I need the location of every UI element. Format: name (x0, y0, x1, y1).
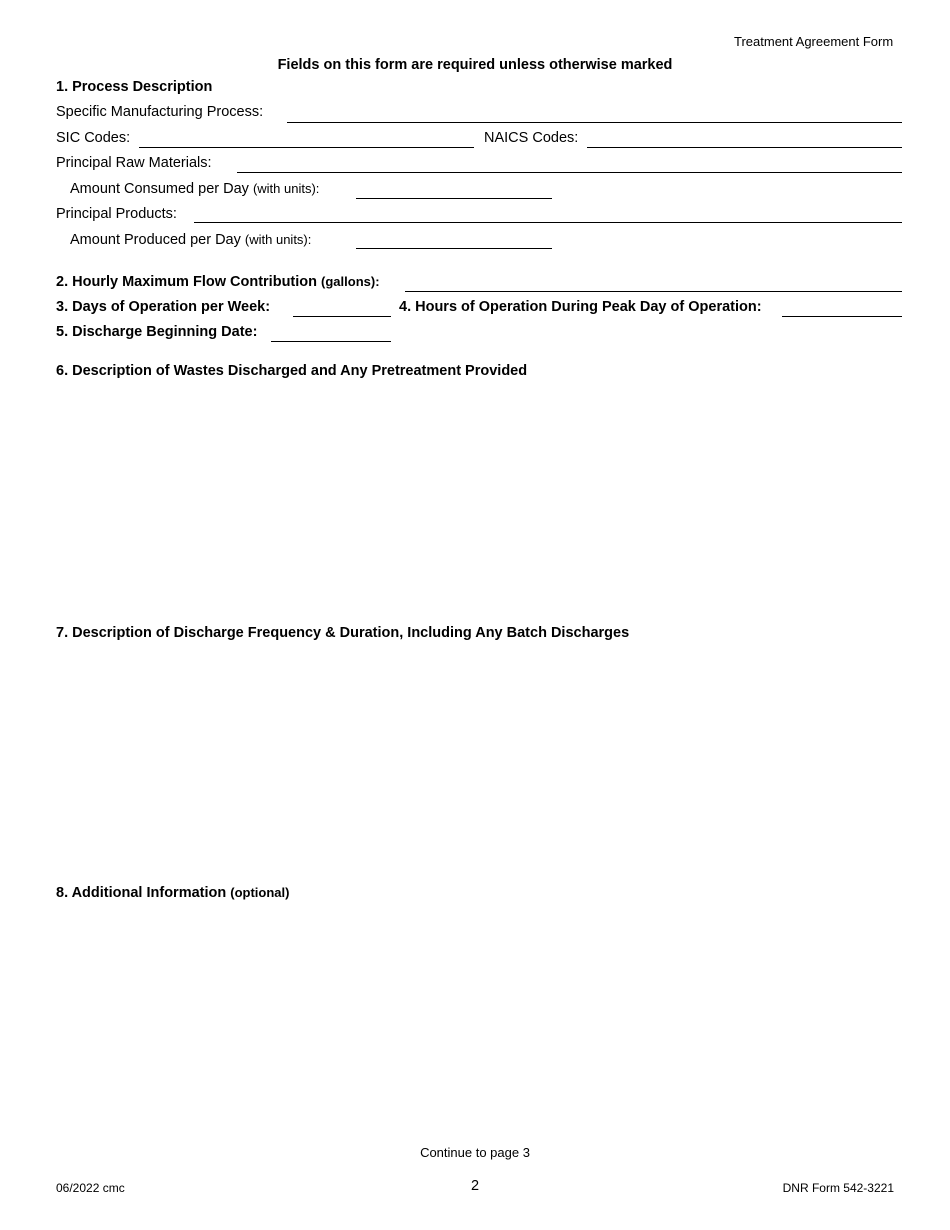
continue-note: Continue to page 3 (420, 1145, 530, 1160)
page-number: 2 (470, 1178, 480, 1194)
discharge-date-field[interactable] (271, 341, 391, 342)
hourly-flow-field[interactable] (405, 291, 902, 292)
section6-title: 6. Description of Wastes Discharged and Any Pretreatment Provided (56, 363, 528, 379)
additional-information-field[interactable] (56, 907, 902, 1132)
section4-title: 4. Hours of Operation During Peak Day of Operation: (399, 299, 762, 315)
amount-consumed-units: (with units): (252, 181, 320, 196)
section5-title: 5. Discharge Beginning Date: (56, 324, 258, 340)
manufacturing-process-field[interactable] (287, 122, 902, 123)
discharge-frequency-field[interactable] (56, 647, 902, 875)
footer-form-number: DNR Form 542-3221 (782, 1181, 894, 1195)
section8-optional: (optional) (230, 885, 290, 900)
amount-consumed-text: Amount Consumed per Day (70, 181, 249, 197)
section2-title (56, 273, 380, 291)
amount-produced-text: Amount Produced per Day (70, 232, 241, 248)
form-name: Treatment Agreement Form (734, 34, 894, 49)
wastes-description-field[interactable] (56, 385, 902, 615)
amount-produced-field[interactable] (356, 248, 552, 249)
raw-materials-label: Principal Raw Materials: (56, 155, 212, 171)
principal-products-field[interactable] (194, 222, 902, 223)
section3-title: 3. Days of Operation per Week: (56, 299, 271, 315)
section7-title: 7. Description of Discharge Frequency & Duration, Including Any Batch Discharges (56, 625, 630, 641)
section2-text: 2. Hourly Maximum Flow Contribution (56, 274, 317, 290)
amount-consumed-field[interactable] (356, 198, 552, 199)
sic-codes-field[interactable] (139, 147, 474, 148)
section1-title: 1. Process Description (56, 79, 213, 95)
sic-codes-label: SIC Codes: (56, 130, 131, 146)
manufacturing-process-label: Specific Manufacturing Process: (56, 104, 264, 120)
naics-codes-field[interactable] (587, 147, 902, 148)
raw-materials-field[interactable] (237, 172, 902, 173)
naics-codes-label: NAICS Codes: (484, 130, 579, 146)
days-of-operation-field[interactable] (293, 316, 391, 317)
hours-of-operation-field[interactable] (782, 316, 902, 317)
principal-products-label: Principal Products: (56, 206, 177, 222)
amount-produced-units: (with units): (244, 232, 312, 247)
required-note: Fields on this form are required unless otherwise marked (277, 57, 673, 73)
amount-produced-label (70, 231, 311, 249)
section8-title (56, 884, 289, 902)
section8-text: 8. Additional Information (56, 885, 227, 901)
amount-consumed-label (70, 180, 319, 198)
footer-date-code: 06/2022 cmc (56, 1181, 125, 1195)
section2-units: (gallons): (321, 274, 380, 289)
